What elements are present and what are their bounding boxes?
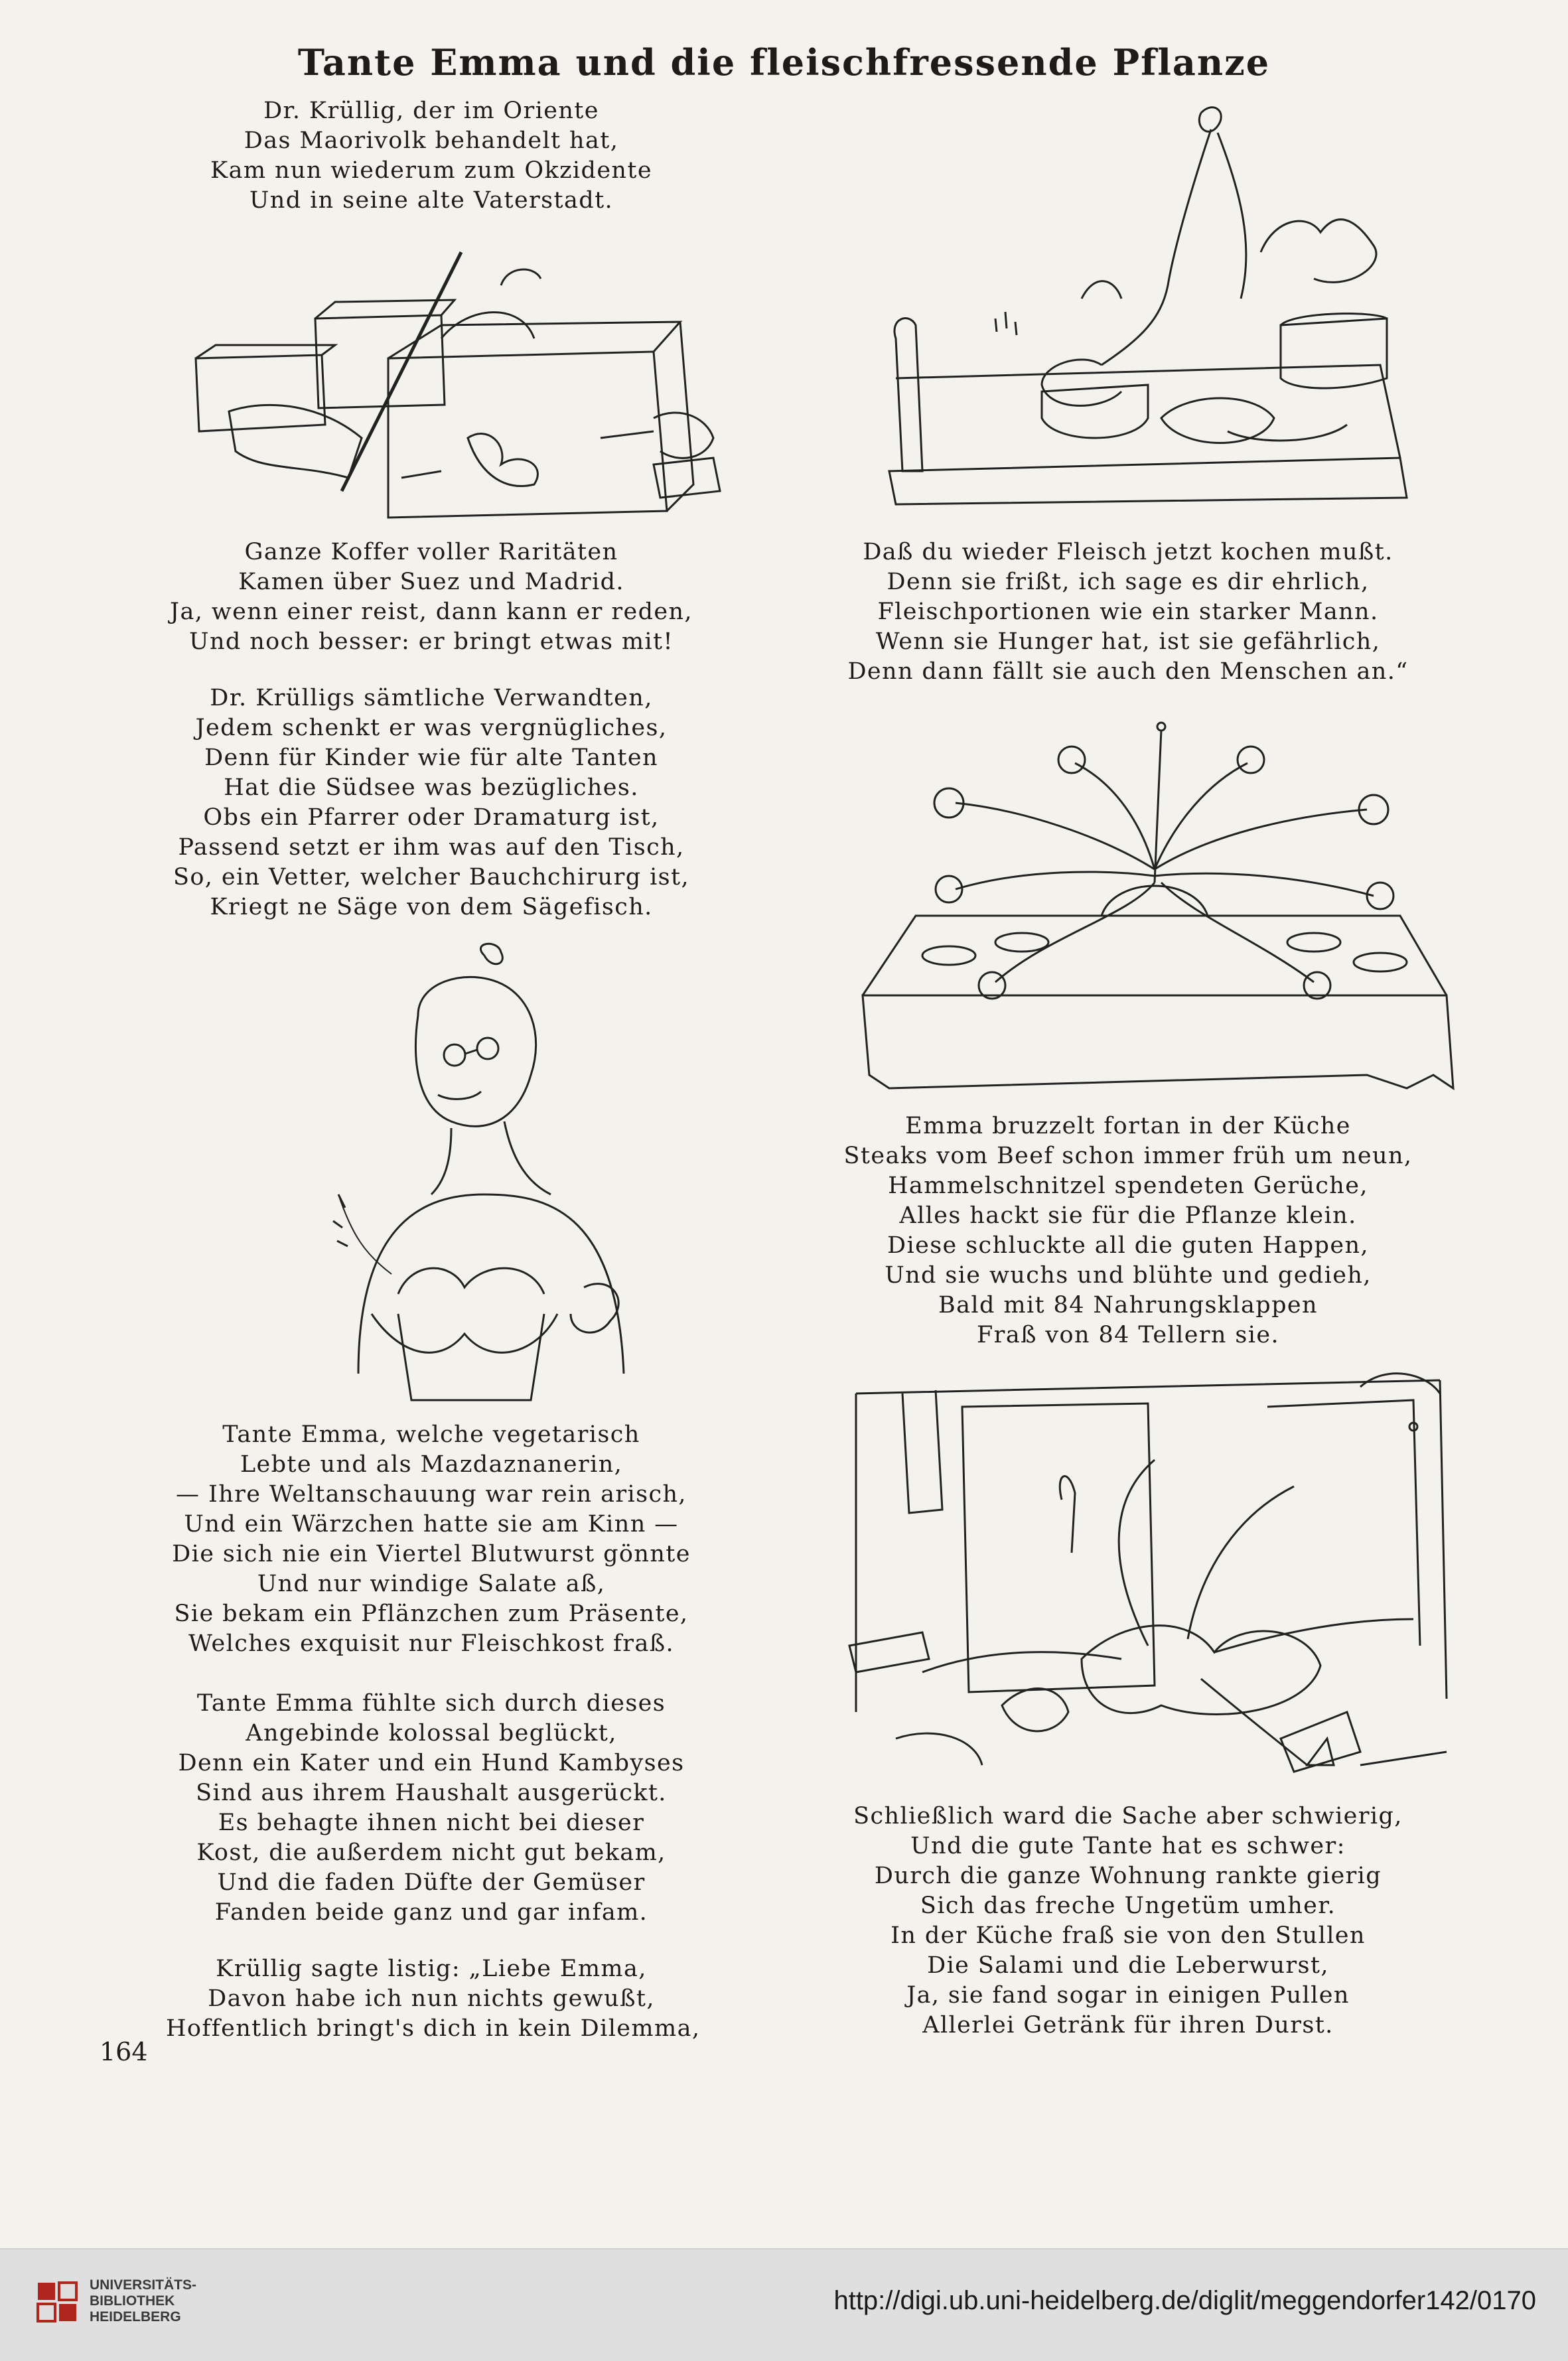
verse-line: Die sich nie ein Viertel Blutwurst gönnte xyxy=(172,1541,691,1567)
verse-line: Und die faden Düfte der Gemüser xyxy=(217,1869,646,1896)
verse-line: Angebinde kolossal beglückt, xyxy=(246,1720,617,1747)
verse-line: Allerlei Getränk für ihren Durst. xyxy=(922,2012,1334,2039)
library-name xyxy=(90,2277,196,2325)
verse-line: Die Salami und die Leberwurst, xyxy=(927,1952,1329,1979)
verse-line: Ja, sie fand sogar in einigen Pullen xyxy=(906,1982,1350,2009)
verse-line: Denn für Kinder wie für alte Tanten xyxy=(204,745,658,771)
left-stanza-4 xyxy=(166,1420,697,1659)
source-url-link[interactable]: http://digi.ub.uni-heidelberg.de/diglit/meggendorfer142/0170 xyxy=(833,2286,1536,2315)
left-stanza-6 xyxy=(166,1954,701,2044)
verse-line: Tante Emma, welche vegetarisch xyxy=(222,1421,640,1448)
verse-line: Sind aus ihrem Haushalt ausgerückt. xyxy=(196,1780,667,1806)
verse-line: Hammelschnitzel spendeten Gerüche, xyxy=(888,1173,1368,1199)
verse-line: Dr. Krülligs sämtliche Verwandten, xyxy=(210,685,653,711)
verse-line: Schließlich ward die Sache aber schwierig, xyxy=(853,1803,1403,1829)
verse-line: Davon habe ich nun nichts gewußt, xyxy=(208,1985,655,2012)
verse-line: Kriegt ne Säge von dem Sägefisch. xyxy=(210,894,653,920)
verse-line: In der Küche fraß sie von den Stullen xyxy=(891,1922,1366,1949)
verse-line: Ganze Koffer voller Raritäten xyxy=(244,539,618,565)
illustration-suitcases xyxy=(189,239,733,524)
verse-line: Fleischportionen wie ein starker Mann. xyxy=(877,599,1379,625)
illustration-overgrown-kitchen xyxy=(843,1367,1466,1792)
verse-line: Und noch besser: er bringt etwas mit! xyxy=(189,628,674,655)
verse-line: Diese schluckte all die guten Happen, xyxy=(887,1232,1369,1259)
left-stanza-5 xyxy=(166,1689,697,1928)
verse-line: Denn ein Kater und ein Hund Kambyses xyxy=(178,1750,685,1776)
verse-line: Fraß von 84 Tellern sie. xyxy=(977,1322,1279,1348)
left-stanza-2 xyxy=(166,537,697,657)
verse-line: Denn sie frißt, ich sage es dir ehrlich, xyxy=(887,569,1370,595)
verse-line: Fanden beide ganz und gar infam. xyxy=(214,1899,648,1926)
illustration-kitchen-cooking xyxy=(883,100,1413,511)
left-stanza-1 xyxy=(166,96,697,216)
verse-line: Bald mit 84 Nahrungsklappen xyxy=(938,1292,1318,1319)
verse-line: Durch die ganze Wohnung rankte gierig xyxy=(874,1863,1382,1889)
page-number: 164 xyxy=(100,2037,148,2066)
verse-line: Tante Emma fühlte sich durch dieses xyxy=(196,1690,666,1717)
verse-line: Lebte und als Mazdaznanerin, xyxy=(240,1451,623,1478)
verse-line: Alles hackt sie für die Pflanze klein. xyxy=(899,1202,1357,1229)
library-logo-icon xyxy=(36,2281,79,2324)
right-stanza-1 xyxy=(836,537,1420,687)
illustration-tante-emma xyxy=(319,942,664,1407)
page-title: Tante Emma und die fleischfressende Pflanze xyxy=(297,41,1271,84)
verse-line: Und sie wuchs und blühte und gedieh, xyxy=(885,1262,1372,1289)
verse-line: Dr. Krüllig, der im Oriente xyxy=(263,98,599,124)
verse-line: Es behagte ihnen nicht bei dieser xyxy=(218,1810,645,1836)
verse-line: Und die gute Tante hat es schwer: xyxy=(910,1833,1346,1859)
verse-line: Das Maorivolk behandelt hat, xyxy=(244,127,619,154)
left-stanza-3 xyxy=(166,683,697,922)
verse-line: Krüllig sagte listig: „Liebe Emma, xyxy=(216,1956,647,1982)
verse-line: Denn dann fällt sie auch den Menschen an.“ xyxy=(847,658,1409,685)
right-stanza-2 xyxy=(836,1111,1420,1350)
verse-line: Kamen über Suez und Madrid. xyxy=(238,569,624,595)
verse-line: Emma bruzzelt fortan in der Küche xyxy=(905,1113,1351,1139)
verse-line: Daß du wieder Fleisch jetzt kochen mußt. xyxy=(863,539,1393,565)
library-name-line: UNIVERSITÄTS- xyxy=(90,2277,197,2293)
verse-line: Obs ein Pfarrer oder Dramaturg ist, xyxy=(203,804,660,831)
verse-line: Sich das freche Ungetüm umher. xyxy=(920,1893,1336,1919)
verse-line: So, ein Vetter, welcher Bauchchirurg ist, xyxy=(173,864,690,891)
verse-line: Kost, die außerdem nicht gut bekam, xyxy=(196,1839,666,1866)
verse-line: Hat die Südsee was bezügliches. xyxy=(224,774,639,801)
verse-line: Steaks vom Beef schon immer früh um neun, xyxy=(843,1143,1413,1169)
verse-line: Und in seine alte Vaterstadt. xyxy=(249,187,614,214)
verse-line: Hoffentlich bringt's dich in kein Dilemma, xyxy=(166,2015,701,2042)
right-stanza-3 xyxy=(836,1802,1420,2040)
verse-line: Ja, wenn einer reist, dann kann er reden, xyxy=(170,599,693,625)
verse-line: Welches exquisit nur Fleischkost fraß. xyxy=(188,1630,675,1657)
verse-line: Sie bekam ein Pflänzchen zum Präsente, xyxy=(174,1601,689,1627)
verse-line: Passend setzt er ihm was auf den Tisch, xyxy=(178,834,685,861)
library-name-line: BIBLIOTHEK xyxy=(90,2293,175,2309)
verse-line: Jedem schenkt er was vergnügliches, xyxy=(195,715,668,741)
verse-line: Kam nun wiederum zum Okzidente xyxy=(210,157,652,184)
library-name-line: HEIDELBERG xyxy=(90,2309,181,2325)
verse-line: Und nur windige Salate aß, xyxy=(257,1571,606,1597)
verse-line: Und ein Wärzchen hatte sie am Kinn — xyxy=(184,1511,679,1538)
verse-line: Wenn sie Hunger hat, ist sie gefährlich, xyxy=(875,628,1381,655)
verse-line: — Ihre Weltanschauung war rein arisch, xyxy=(176,1481,687,1508)
illustration-plant-table xyxy=(849,717,1466,1102)
